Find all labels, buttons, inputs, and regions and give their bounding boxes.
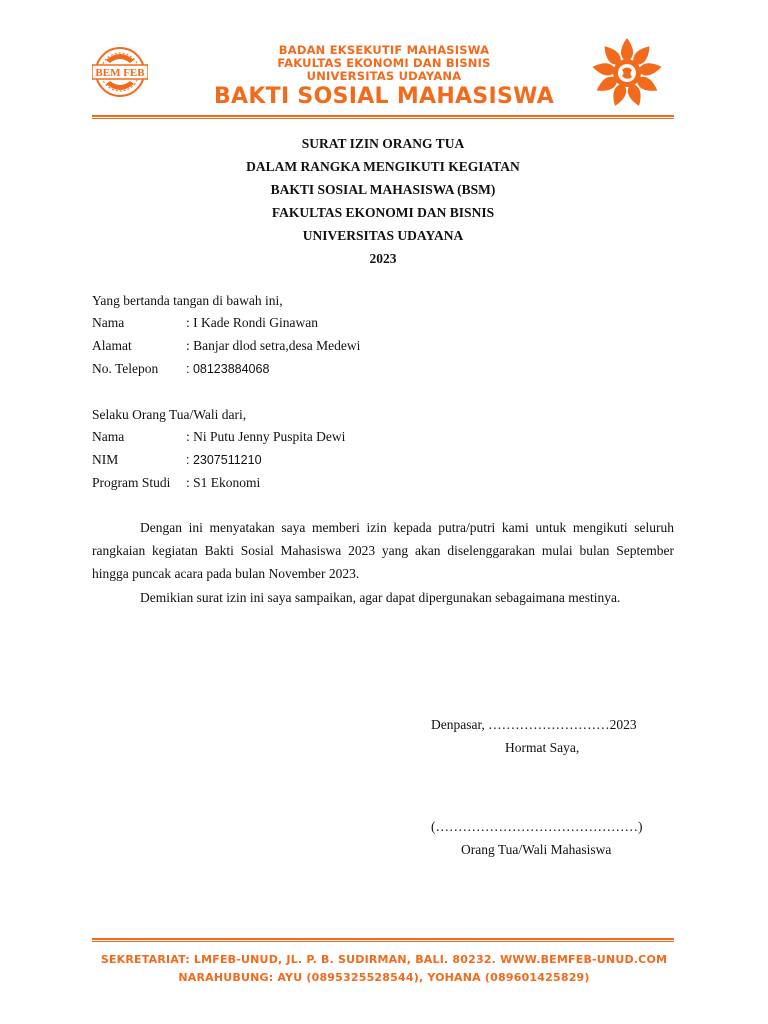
event-brand-title: BAKTI SOSIAL MAHASISWA (213, 84, 555, 109)
signer-address-value: : Banjar dlod setra,desa Medewi (186, 338, 361, 353)
closing-paragraph: Demikian surat izin ini saya sampaikan, agar dapat dipergunakan sebagaimana mestinya. (140, 590, 621, 605)
org-name-line2: FAKULTAS EKONOMI DAN BISNIS (277, 56, 491, 70)
org-name-line3: UNIVERSITAS UDAYANA (306, 69, 462, 83)
signer-phone-label: No. Telepon (92, 361, 159, 376)
svg-text:BEM FEB: BEM FEB (95, 67, 145, 79)
org-name-line1: BADAN EKSEKUTIF MAHASISWA (278, 43, 490, 57)
permission-paragraph: Dengan ini menyatakan saya memberi izin kepada putra/putri kami untuk mengikuti seluruh rangkaian kegiatan Bakti Sosial Mahasiswa 2023 yang akan diselenggarakan mulai bulan September hingga puncak acara pada bulan November 2023. (92, 520, 674, 581)
closing-greeting: Hormat Saya, (505, 740, 580, 755)
title-line: DALAM RANGKA MENGIKUTI KEGIATAN (246, 159, 520, 174)
title-line: BAKTI SOSIAL MAHASISWA (BSM) (270, 182, 496, 197)
footer-contacts: NARAHUBUNG: AYU (0895325528544), YOHANA (089601425829) (178, 971, 590, 984)
title-line: 2023 (369, 251, 397, 266)
footer-divider (92, 938, 674, 940)
signer-name-label: Nama (92, 315, 125, 330)
title-line: UNIVERSITAS UDAYANA (302, 228, 464, 243)
footer-address: SEKRETARIAT: LMFEB-UNUD, JL. P. B. SUDIRMAN, BALI. 80232. WWW.BEMFEB-UNUD.COM (100, 953, 668, 966)
student-program-value: : S1 Ekonomi (186, 475, 261, 490)
student-name-value: : Ni Putu Jenny Puspita Dewi (186, 429, 346, 444)
letter-title (92, 132, 674, 270)
signer-name-value: : I Kade Rondi Ginawan (186, 315, 318, 330)
title-line: SURAT IZIN ORANG TUA (301, 136, 465, 151)
signer-address-label: Alamat (92, 338, 132, 353)
student-intro: Selaku Orang Tua/Wali dari, (92, 407, 247, 422)
header-divider-thin (92, 118, 674, 119)
signer-intro: Yang bertanda tangan di bawah ini, (92, 293, 283, 308)
orange-flower-logo-icon (588, 36, 666, 110)
signature-name-blank: (………………………………………) (431, 819, 643, 834)
bem-feb-logo (92, 44, 148, 100)
student-nim-label: NIM (92, 452, 119, 467)
student-nim-value: : 2307511210 (186, 453, 262, 467)
header-divider (92, 115, 674, 117)
title-line: FAKULTAS EKONOMI DAN BISNIS (271, 205, 495, 220)
signer-phone-value: : 08123884068 (186, 362, 270, 376)
student-program-label: Program Studi (92, 475, 171, 490)
footer-divider-thin (92, 941, 674, 942)
student-name-label: Nama (92, 429, 125, 444)
place-date: Denpasar, ………………………2023 (431, 717, 637, 732)
signature-role: Orang Tua/Wali Mahasiswa (461, 842, 612, 857)
